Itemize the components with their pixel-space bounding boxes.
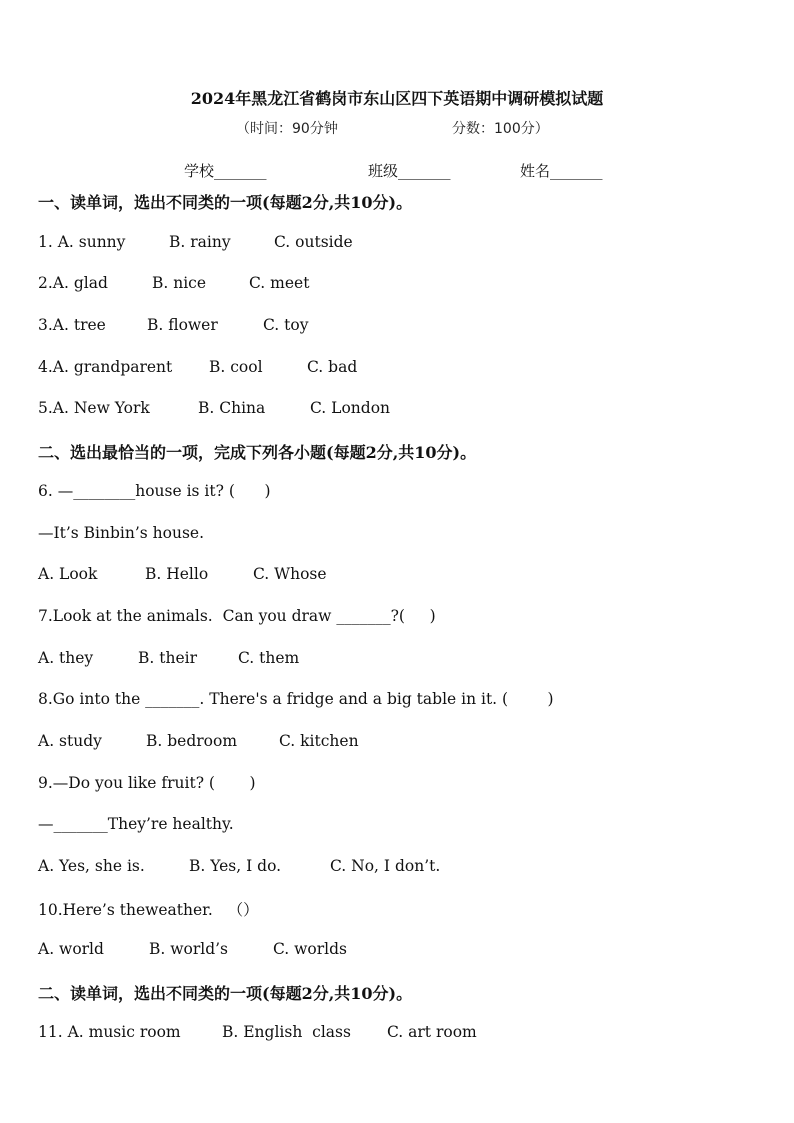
q9-option-c: C. No, I don’t. bbox=[330, 857, 441, 875]
q7-option-c: C. them bbox=[238, 649, 300, 667]
section-heading-3: 二、读单词，选出不同类的一项(每题2分,共10分)。 bbox=[38, 984, 413, 1003]
q8-option-b: B. bedroom bbox=[146, 732, 238, 750]
q3-option-b: B. flower bbox=[147, 316, 218, 334]
section-heading-1: 一、读单词，选出不同类的一项(每题2分,共10分)。 bbox=[38, 193, 413, 212]
name-field: 姓名_______ bbox=[520, 162, 603, 180]
q8-option-c: C. kitchen bbox=[279, 732, 359, 750]
q2-option-a: 2.A. glad bbox=[38, 274, 108, 292]
q11-option-b: B. English class bbox=[222, 1023, 351, 1041]
class-field: 班级_______ bbox=[368, 162, 451, 180]
section-heading-2: 二、选出最恰当的一项，完成下列各小题(每题2分,共10分)。 bbox=[38, 443, 477, 462]
q5-option-a: 5.A. New York bbox=[38, 399, 150, 417]
q7-stem: 7.Look at the animals. Can you draw _______?( ) bbox=[38, 607, 436, 625]
exam-score: 分数：100分） bbox=[452, 121, 549, 137]
q2-option-b: B. nice bbox=[152, 274, 207, 292]
page-title: 2024年黑龙江省鹤岗市东山区四下英语期中调研模拟试题 bbox=[190, 89, 604, 108]
q10-option-a: A. world bbox=[38, 940, 104, 958]
q11-option-c: C. art room bbox=[387, 1023, 477, 1041]
q7-option-a: A. they bbox=[38, 649, 94, 667]
q6-reply: —It’s Binbin’s house. bbox=[38, 524, 205, 542]
q5-option-b: B. China bbox=[198, 399, 266, 417]
q7-option-b: B. their bbox=[138, 649, 197, 667]
q9-option-a: A. Yes, she is. bbox=[38, 857, 145, 875]
q1-option-b: B. rainy bbox=[169, 233, 231, 251]
q6-option-c: C. Whose bbox=[253, 565, 327, 583]
q8-stem: 8.Go into the _______. There's a fridge and a big table in it. ( ) bbox=[38, 690, 554, 708]
q5-option-c: C. London bbox=[310, 399, 391, 417]
q8-option-a: A. study bbox=[38, 732, 102, 750]
q6-option-b: B. Hello bbox=[145, 565, 209, 583]
q10-stem: 10.Here’s theweather. （） bbox=[38, 901, 259, 919]
q2-option-c: C. meet bbox=[249, 274, 310, 292]
q11-option-a: 11. A. music room bbox=[38, 1023, 181, 1041]
q1-option-a: 1. A. sunny bbox=[38, 233, 126, 251]
q10-option-b: B. world’s bbox=[149, 940, 229, 958]
q9-reply: —_______They’re healthy. bbox=[38, 815, 234, 833]
q6-option-a: A. Look bbox=[38, 565, 98, 583]
q4-option-c: C. bad bbox=[307, 358, 358, 376]
q10-option-c: C. worlds bbox=[273, 940, 348, 958]
q9-option-b: B. Yes, I do. bbox=[189, 857, 282, 875]
q4-option-b: B. cool bbox=[209, 358, 263, 376]
q1-option-c: C. outside bbox=[274, 233, 353, 251]
exam-time: （时间：90分钟 bbox=[236, 121, 338, 137]
q3-option-a: 3.A. tree bbox=[38, 316, 106, 334]
school-field: 学校_______ bbox=[184, 162, 267, 180]
q4-option-a: 4.A. grandparent bbox=[38, 358, 173, 376]
q9-stem: 9.—Do you like fruit? ( ) bbox=[38, 774, 256, 792]
q3-option-c: C. toy bbox=[263, 316, 309, 334]
q6-stem: 6. —________house is it? ( ) bbox=[38, 482, 271, 500]
